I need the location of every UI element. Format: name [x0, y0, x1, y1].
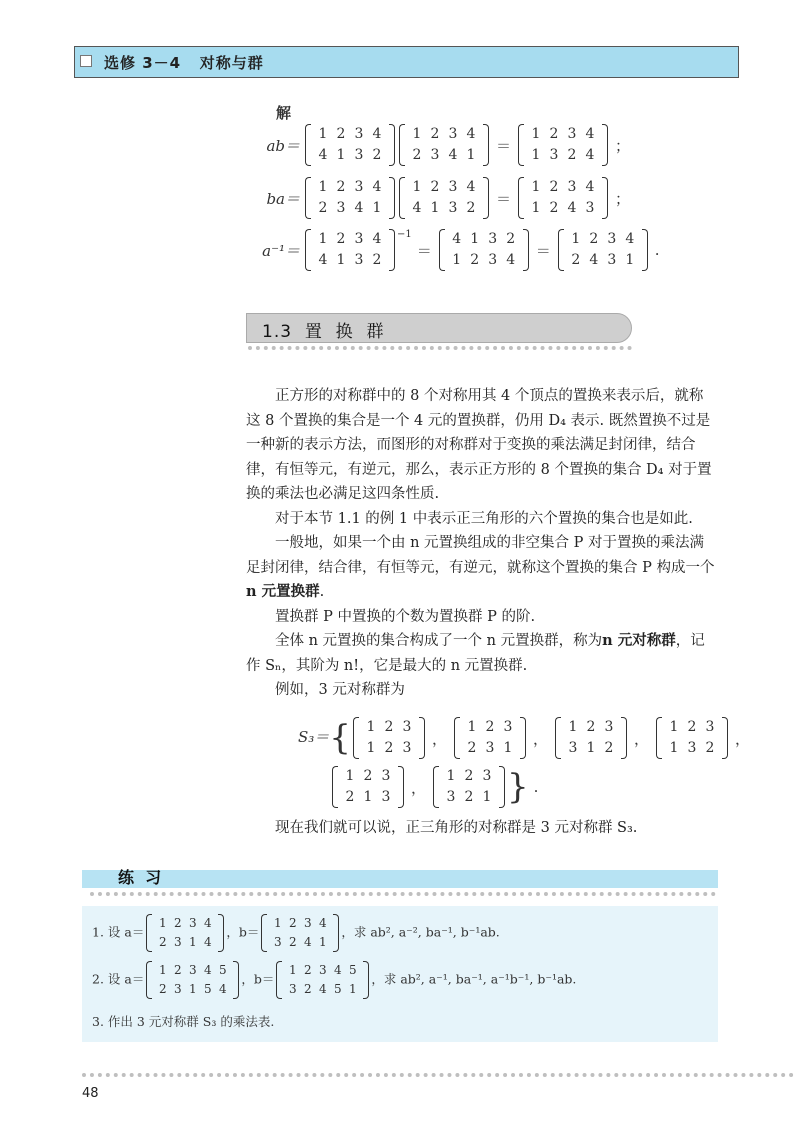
bracket-right [363, 961, 369, 999]
matrix-cell: 3 [354, 179, 364, 195]
matrix-cell: 2 [464, 768, 474, 784]
equals-sign: ＝ [535, 241, 551, 260]
matrix-cell: 2 [289, 916, 297, 930]
matrix-cell: 1 [586, 740, 596, 756]
bracket-right [722, 717, 728, 759]
bracket-right [419, 717, 425, 759]
matrix-cell: 2 [372, 252, 382, 268]
permutation-matrix [555, 717, 627, 759]
exercise-item-1 [92, 914, 500, 952]
paragraph: 例如，3 元对称群为 [275, 682, 405, 698]
paragraph: 对于本节 1.1 的例 1 中表示正三角形的六个置换的集合也是如此. [275, 510, 693, 527]
matrix-cell: 5 [204, 982, 212, 996]
matrix-cell: 3 [189, 916, 197, 930]
matrix-row [285, 961, 360, 980]
matrix-cell: 2 [430, 179, 440, 195]
matrix-cell: 1 [318, 231, 328, 247]
matrix-row [314, 124, 386, 145]
matrix-row [463, 717, 517, 738]
text-run: ，b＝ [226, 924, 260, 940]
permutation-matrix [353, 717, 425, 759]
matrix-cell: 4 [585, 179, 595, 195]
matrix-row [362, 717, 416, 738]
permutation-matrix [399, 177, 489, 219]
matrix-cell: 1 [159, 916, 167, 930]
equation-ab [258, 124, 635, 166]
s3-lhs: S₃＝ [298, 728, 330, 746]
matrix-cell: 2 [336, 231, 346, 247]
matrix-cell: 3 [304, 916, 312, 930]
bracket-right [389, 177, 395, 219]
bracket-right [499, 766, 505, 808]
permutation-matrix [305, 124, 395, 166]
bracket-right [602, 177, 608, 219]
bracket-right [218, 914, 224, 952]
matrix-cell: 2 [174, 916, 182, 930]
matrix-rows [338, 766, 398, 808]
matrix-cell: 1 [318, 126, 328, 142]
matrix-cell: 1 [189, 982, 197, 996]
matrix-cell: 2 [384, 740, 394, 756]
matrix-cell: 4 [412, 200, 422, 216]
matrix-cell: 2 [549, 179, 559, 195]
matrix-cell: 3 [567, 126, 577, 142]
matrix-row [314, 250, 386, 271]
bracket-right [523, 229, 529, 271]
matrix-cell: 3 [604, 719, 614, 735]
chapter-title: 选修 3－4 对称与群 [104, 54, 264, 72]
matrix-cell: 2 [289, 935, 297, 949]
matrix-row [665, 738, 719, 759]
text-run: . [319, 584, 325, 600]
matrix-cell: 2 [705, 740, 715, 756]
permutation-matrix [518, 177, 608, 219]
matrix-cell: 1 [669, 719, 679, 735]
matrix-cell: 3 [274, 935, 282, 949]
matrix-row [408, 198, 480, 219]
matrix-cell: 2 [467, 740, 477, 756]
matrix-cell: 2 [470, 252, 480, 268]
matrix-cell: 3 [354, 252, 364, 268]
matrix-cell: 3 [174, 935, 182, 949]
matrix-cell: 4 [372, 126, 382, 142]
matrix-row [567, 250, 639, 271]
permutation-matrix [146, 914, 224, 952]
s3-set-line1 [298, 717, 755, 759]
permutation-matrix [261, 914, 339, 952]
matrix-rows [439, 766, 499, 808]
matrix-cell: 2 [159, 935, 167, 949]
matrix-rows [359, 717, 419, 759]
matrix-cell: 1 [363, 789, 373, 805]
eq-lhs: a⁻¹＝ [262, 241, 300, 260]
equals-sign: ＝ [416, 241, 432, 260]
matrix-cell: 5 [334, 982, 342, 996]
matrix-row [408, 124, 480, 145]
separator: ， [411, 778, 427, 797]
permutation-matrix [439, 229, 529, 271]
exercise-item-3: 3. 作出 3 元对称群 S₃ 的乘法表. [92, 1014, 275, 1029]
brace-close: } [507, 767, 529, 807]
matrix-row [270, 933, 330, 952]
matrix-cell: 4 [372, 179, 382, 195]
inverse-exponent: −1 [397, 229, 412, 240]
paragraph: 正方形的对称群中的 8 个对称用其 4 个顶点的置换来表示后，就称这 8 个置换的集合是一个 4 元的置换群，仍用 D₄ 表示. 既然置换不过是一种新的表示方法，而图形的对称群对于变换的乘法满足封闭律，结合律，有恒等元，有逆元，那么，表示正方形的 8 个置换的集合 D₄ 对于置换的乘法也必满足这四条性质. [246, 388, 712, 502]
matrix-cell: 2 [466, 200, 476, 216]
matrix-cell: 3 [485, 740, 495, 756]
matrix-cell: 4 [625, 231, 635, 247]
text-run: 2. 设 a＝ [92, 971, 145, 987]
bracket-right [520, 717, 526, 759]
matrix-rows [445, 229, 523, 271]
body-text [246, 384, 716, 703]
matrix-row [448, 250, 520, 271]
matrix-cell: 1 [159, 963, 167, 977]
matrix-cell: 3 [354, 126, 364, 142]
exercise-title: 练 习 [118, 868, 162, 887]
permutation-matrix [518, 124, 608, 166]
matrix-cell: 4 [589, 252, 599, 268]
matrix-cell: 3 [354, 231, 364, 247]
matrix-cell: 3 [174, 982, 182, 996]
matrix-cell: 2 [412, 147, 422, 163]
text-run: 全体 n 元置换的集合构成了一个 n 元置换群，称为 [275, 633, 603, 649]
matrix-cell: 2 [304, 963, 312, 977]
matrix-rows [662, 717, 722, 759]
matrix-cell: 2 [485, 719, 495, 735]
bracket-right [642, 229, 648, 271]
matrix-cell: 1 [274, 916, 282, 930]
matrix-cell: 1 [372, 200, 382, 216]
matrix-cell: 1 [412, 126, 422, 142]
bracket-right [483, 124, 489, 166]
matrix-cell: 2 [430, 126, 440, 142]
period: . [533, 778, 539, 796]
matrix-cell: 1 [452, 252, 462, 268]
matrix-cell: 2 [549, 126, 559, 142]
matrix-cell: 3 [488, 231, 498, 247]
matrix-cell: 1 [531, 179, 541, 195]
matrix-cell: 3 [381, 768, 391, 784]
bracket-right [389, 229, 395, 271]
matrix-cell: 2 [604, 740, 614, 756]
matrix-rows [564, 229, 642, 271]
matrix-cell: 4 [319, 982, 327, 996]
matrix-row [155, 933, 215, 952]
matrix-cell: 3 [607, 231, 617, 247]
bracket-right [621, 717, 627, 759]
separator: ， [734, 729, 750, 748]
matrix-row [463, 738, 517, 759]
matrix-row [341, 766, 395, 787]
matrix-rows [460, 717, 520, 759]
matrix-cell: 1 [470, 231, 480, 247]
matrix-cell: 1 [430, 200, 440, 216]
matrix-cell: 4 [204, 935, 212, 949]
matrix-cell: 2 [567, 147, 577, 163]
separator: ， [431, 729, 447, 748]
matrix-cell: 4 [506, 252, 516, 268]
matrix-row [314, 177, 386, 198]
text-run: 1. 设 a＝ [92, 924, 145, 940]
bracket-right [333, 914, 339, 952]
matrix-cell: 3 [567, 179, 577, 195]
text-run: ，记作 Sₙ，其阶为 n!，它是最大的 n 元置换群. [246, 633, 705, 674]
matrix-cell: 4 [354, 200, 364, 216]
matrix-rows [561, 717, 621, 759]
permutation-matrix [305, 229, 395, 271]
text-run: ，b＝ [241, 971, 275, 987]
matrix-cell: 1 [345, 768, 355, 784]
bracket-right [483, 177, 489, 219]
permutation-matrix [305, 177, 395, 219]
matrix-cell: 1 [318, 179, 328, 195]
matrix-cell: 2 [318, 200, 328, 216]
matrix-cell: 3 [482, 768, 492, 784]
matrix-cell: 4 [567, 200, 577, 216]
paragraph: 现在我们就可以说，正三角形的对称群是 3 元对称群 S₃. [275, 820, 638, 836]
matrix-row [665, 717, 719, 738]
matrix-cell: 3 [705, 719, 715, 735]
matrix-cell: 1 [669, 740, 679, 756]
matrix-cell: 4 [452, 231, 462, 247]
matrix-cell: 2 [464, 789, 474, 805]
matrix-row [362, 738, 416, 759]
matrix-row [564, 738, 618, 759]
matrix-row [155, 980, 230, 999]
matrix-cell: 4 [219, 982, 227, 996]
matrix-row [408, 177, 480, 198]
matrix-cell: 5 [349, 963, 357, 977]
matrix-row [155, 961, 230, 980]
matrix-cell: 4 [585, 147, 595, 163]
matrix-cell: 2 [549, 200, 559, 216]
matrix-cell: 1 [336, 252, 346, 268]
matrix-cell: 3 [402, 719, 412, 735]
conclusion [246, 816, 716, 841]
exercise-item-2 [92, 961, 576, 999]
matrix-cell: 1 [349, 982, 357, 996]
matrix-cell: 2 [336, 126, 346, 142]
matrix-cell: 1 [319, 935, 327, 949]
matrix-cell: 3 [402, 740, 412, 756]
matrix-cell: 1 [503, 740, 513, 756]
matrix-row [527, 198, 599, 219]
permutation-matrix [146, 961, 239, 999]
matrix-cell: 1 [466, 147, 476, 163]
matrix-rows [405, 124, 483, 166]
brace-open: { [329, 718, 351, 758]
matrix-cell: 1 [571, 231, 581, 247]
matrix-cell: 4 [466, 126, 476, 142]
matrix-cell: 2 [304, 982, 312, 996]
header-square-icon [80, 55, 92, 67]
matrix-rows [311, 177, 389, 219]
matrix-cell: 3 [319, 963, 327, 977]
matrix-row [442, 766, 496, 787]
matrix-rows [311, 124, 389, 166]
matrix-cell: 3 [354, 147, 364, 163]
matrix-rows [405, 177, 483, 219]
matrix-cell: 4 [204, 963, 212, 977]
matrix-cell: 3 [448, 179, 458, 195]
matrix-cell: 2 [345, 789, 355, 805]
text-run: ，求 ab², a⁻², ba⁻¹, b⁻¹ab. [341, 924, 500, 940]
matrix-row [314, 198, 386, 219]
matrix-row [527, 177, 599, 198]
matrix-cell: 4 [304, 935, 312, 949]
dotted-divider [90, 892, 716, 896]
matrix-cell: 1 [531, 126, 541, 142]
matrix-row [408, 145, 480, 166]
matrix-cell: 3 [289, 982, 297, 996]
matrix-row [448, 229, 520, 250]
matrix-cell: 3 [381, 789, 391, 805]
matrix-cell: 3 [503, 719, 513, 735]
matrix-row [155, 914, 215, 933]
matrix-cell: 1 [531, 200, 541, 216]
matrix-cell: 2 [363, 768, 373, 784]
matrix-cell: 2 [506, 231, 516, 247]
matrix-cell: 2 [589, 231, 599, 247]
matrix-cell: 3 [430, 147, 440, 163]
separator: ， [633, 729, 649, 748]
matrix-rows [152, 961, 233, 999]
matrix-cell: 1 [412, 179, 422, 195]
matrix-cell: 1 [336, 147, 346, 163]
matrix-cell: 3 [189, 963, 197, 977]
matrix-cell: 1 [289, 963, 297, 977]
matrix-rows [282, 961, 363, 999]
bracket-right [398, 766, 404, 808]
permutation-matrix [332, 766, 404, 808]
bracket-right [233, 961, 239, 999]
permutation-matrix [433, 766, 505, 808]
matrix-cell: 4 [334, 963, 342, 977]
separator: ， [532, 729, 548, 748]
s3-set-line2 [330, 766, 543, 808]
matrix-cell: 4 [318, 147, 328, 163]
footer-dotted-divider [82, 1073, 794, 1077]
paragraph [246, 531, 716, 605]
matrix-cell: 3 [488, 252, 498, 268]
matrix-cell: 4 [372, 231, 382, 247]
matrix-cell: 2 [174, 963, 182, 977]
matrix-cell: 4 [318, 252, 328, 268]
matrix-cell: 2 [384, 719, 394, 735]
permutation-matrix [454, 717, 526, 759]
bracket-right [602, 124, 608, 166]
eq-end: ； [615, 189, 631, 208]
term-permutation-group: n 元置换群 [246, 583, 320, 600]
section-title: 1.3 置 换 群 [262, 322, 385, 342]
matrix-cell: 1 [625, 252, 635, 268]
matrix-cell: 1 [531, 147, 541, 163]
matrix-cell: 2 [571, 252, 581, 268]
matrix-cell: 3 [549, 147, 559, 163]
permutation-matrix [276, 961, 369, 999]
matrix-row [314, 229, 386, 250]
matrix-row [527, 145, 599, 166]
matrix-cell: 3 [687, 740, 697, 756]
equation-a-inverse [258, 229, 665, 271]
paragraph: 置换群 P 中置换的个数为置换群 P 的阶. [275, 608, 536, 625]
paragraph [246, 629, 716, 678]
page-number: 48 [82, 1086, 99, 1101]
matrix-cell: 3 [446, 789, 456, 805]
matrix-cell: 1 [568, 719, 578, 735]
term-symmetric-group: n 元对称群 [602, 632, 676, 649]
text-run: 一般地，如果一个由 n 元置换组成的非空集合 P 对于置换的乘法满足封闭律，结合律，有恒等元，有逆元，就称这个置换的集合 P 构成一个 [246, 535, 715, 576]
matrix-cell: 2 [336, 179, 346, 195]
eq-lhs: ab＝ [266, 136, 300, 155]
matrix-cell: 4 [319, 916, 327, 930]
equals-sign: ＝ [496, 189, 512, 208]
matrix-row [270, 914, 330, 933]
exercise-header-band [82, 870, 718, 888]
matrix-cell: 4 [466, 179, 476, 195]
matrix-cell: 1 [467, 719, 477, 735]
matrix-cell: 2 [159, 982, 167, 996]
matrix-row [567, 229, 639, 250]
permutation-matrix [558, 229, 648, 271]
matrix-cell: 3 [607, 252, 617, 268]
matrix-row [314, 145, 386, 166]
bracket-right [389, 124, 395, 166]
matrix-cell: 3 [568, 740, 578, 756]
matrix-cell: 2 [586, 719, 596, 735]
matrix-rows [311, 229, 389, 271]
text-run: ，求 ab², a⁻¹, ba⁻¹, a⁻¹b⁻¹, b⁻¹ab. [371, 971, 577, 987]
matrix-cell: 2 [687, 719, 697, 735]
eq-lhs: ba＝ [266, 189, 300, 208]
matrix-rows [267, 914, 333, 952]
matrix-cell: 1 [482, 789, 492, 805]
matrix-cell: 4 [204, 916, 212, 930]
matrix-cell: 1 [366, 740, 376, 756]
solution-label: 解 [276, 104, 292, 122]
permutation-matrix [656, 717, 728, 759]
matrix-cell: 3 [336, 200, 346, 216]
matrix-cell: 5 [219, 963, 227, 977]
equals-sign: ＝ [496, 136, 512, 155]
matrix-cell: 2 [372, 147, 382, 163]
matrix-rows [152, 914, 218, 952]
matrix-cell: 1 [189, 935, 197, 949]
matrix-cell: 3 [448, 200, 458, 216]
matrix-cell: 4 [448, 147, 458, 163]
matrix-cell: 3 [448, 126, 458, 142]
matrix-row [527, 124, 599, 145]
matrix-cell: 1 [446, 768, 456, 784]
dotted-divider [248, 346, 632, 350]
matrix-cell: 3 [585, 200, 595, 216]
matrix-cell: 1 [366, 719, 376, 735]
eq-end: . [654, 241, 660, 259]
eq-end: ； [615, 136, 631, 155]
matrix-row [285, 980, 360, 999]
matrix-rows [524, 177, 602, 219]
permutation-matrix [399, 124, 489, 166]
matrix-cell: 4 [585, 126, 595, 142]
equation-ba [258, 177, 635, 219]
matrix-row [442, 787, 496, 808]
matrix-row [564, 717, 618, 738]
matrix-rows [524, 124, 602, 166]
matrix-row [341, 787, 395, 808]
